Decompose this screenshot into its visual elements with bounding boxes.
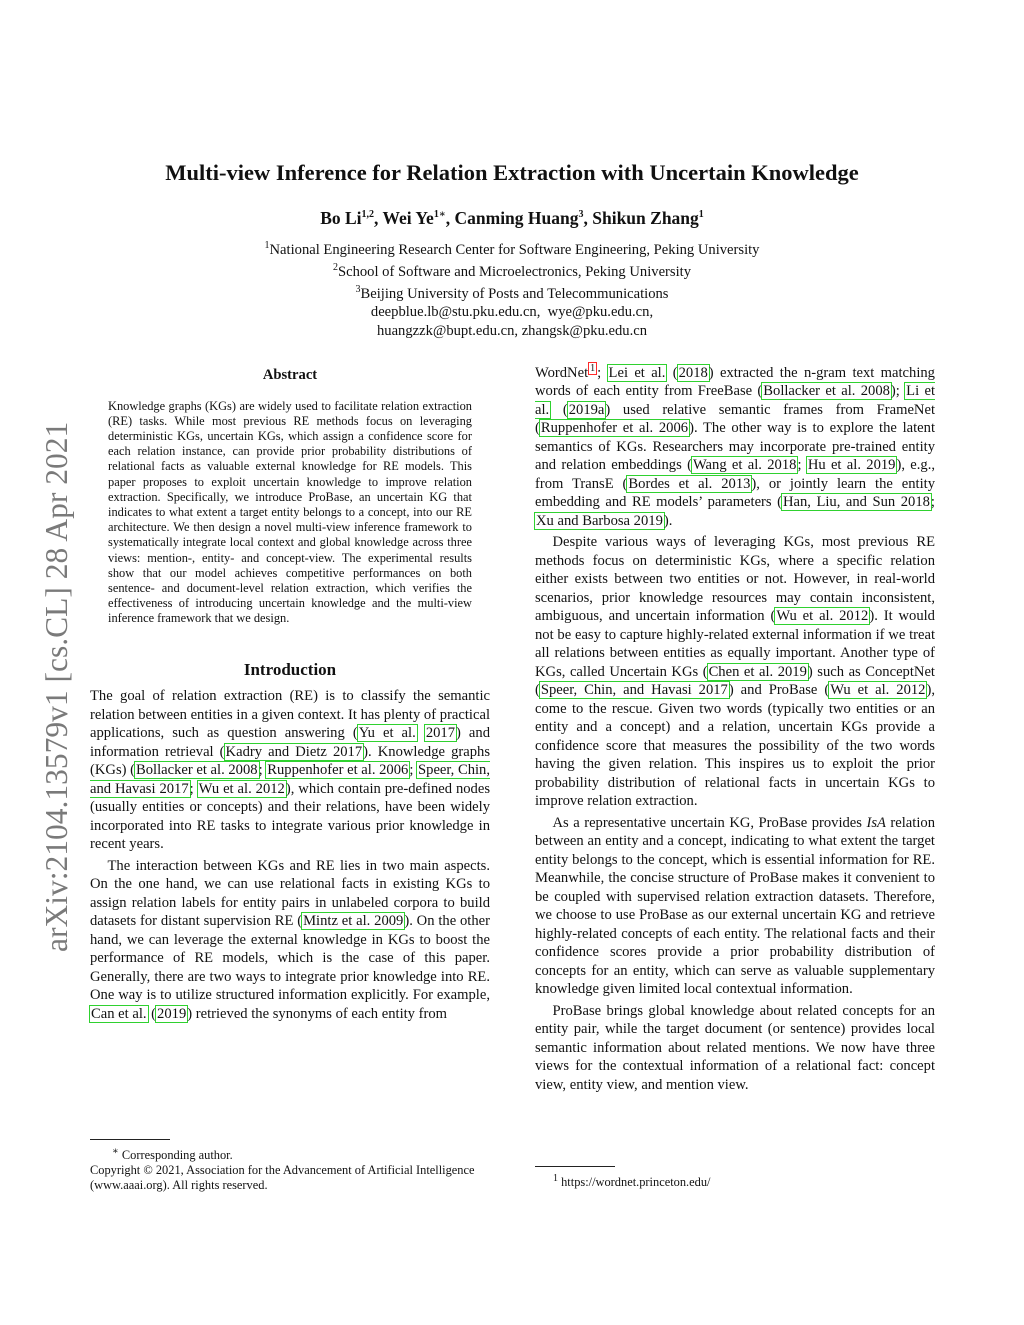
- introduction-heading: Introduction: [243, 659, 337, 679]
- author-name: Shikun Zhang: [592, 208, 699, 228]
- affiliation-line: [0, 259, 1024, 281]
- affiliation-mark: 3: [355, 284, 361, 296]
- intro-paragraph-4: Despite various ways of leveraging KGs, most previous RE methods focus on deterministic KGs, where a specific relation either exists between two entities or not. However, in real-world scenarios, prior knowledge resources may contain inconsistent, ambiguous, and uncertain information (Wu et al. 2012). It would not be easy to capture highly-related external information if we treat all relations between entities as equally important. Another type of KGs, called Uncertain KGs (Chen et al. 2019) such as ConceptNet (Speer, Chin, and Havasi 2017) and ProBase (Wu et al. 2012), come to the rescue. Given two words (typically two entities or an entity and a concept) and a relation, uncertain KGs provide a confidence score that measures the possibility of the two words having the given relation. This inspires us to exploit the prior probability distribution of relational facts in uncertain KGs to improve relation extraction.: [535, 534, 935, 810]
- footnote-url: https://wordnet.princeton.edu/: [561, 1175, 711, 1190]
- left-footnotes: [90, 1127, 490, 1193]
- citation-link[interactable]: Lei et al.: [608, 364, 666, 381]
- footnote-rule: [90, 1139, 170, 1140]
- author-name: Bo Li: [320, 208, 362, 228]
- arxiv-stamp-text: arXiv:2104.13579v1 [cs.CL] 28 Apr 2021: [39, 421, 74, 952]
- affiliation-text: School of Software and Microelectronics, Peking University: [337, 264, 691, 281]
- citation-link[interactable]: 2019: [157, 1005, 187, 1022]
- right-column: [535, 360, 935, 1094]
- abstract-body: Knowledge graphs (KGs) are widely used to facilitate relation extraction (RE) tasks. While most previous RE methods focus on leveraging deterministic KGs, uncertain KGs, which assign a confidence score for each relation instance, can provide prior probability distributions of relational facts as valuable external knowledge for RE models. This paper proposes to exploit uncertain knowledge to improve relation extraction. Specifically, we introduce ProBase, an uncertain KG that indicates to what extent a target entity belongs to a concept, into our RE architecture. We then design a novel multi-view inference framework to systematically integrate local context and global knowledge across three views: mention-, entity- and concept-view. The experimental results show that our model achieves competitive performances on both sentence- and document-level relation extraction, which verifies the effectiveness of introducing uncertain knowledge and the multi-view inference framework that we design.: [108, 398, 472, 626]
- wordnet-footnote: [535, 1171, 935, 1190]
- affiliation-line: [0, 281, 1024, 303]
- citation-link[interactable]: 2017: [425, 725, 455, 742]
- intro-paragraph-6: ProBase brings global knowledge about related concepts for an entity pair, while the target document (or sentence) provides local semantic information about related mentions. We now have three views for the contextual information of a relational fact: concept view, entity view, and mention view.: [535, 1002, 935, 1093]
- citation-link[interactable]: Li et al.: [535, 383, 936, 418]
- author-affiliation-mark: 1∗: [433, 209, 446, 221]
- left-column: [90, 360, 490, 1023]
- intro-paragraph-5: As a representative uncertain KG, ProBase provides IsA relation between an entity and a concept, indicating to what extent the target entity belongs to the concept, which is essential information for RE. Meanwhile, the concise structure of ProBase makes it convenient to be coupled with supervised relation extraction datasets. Therefore, we choose to use ProBase as our external uncertain KG and retrieve highly-related concepts of each entity. The relational facts and their confidence scores provide a prior probability distribution of concepts for an entity, which can serve as valuable supplementary knowledge given limited local contextual information.: [535, 814, 935, 998]
- citation-link[interactable]: Bordes et al. 2013: [628, 475, 751, 492]
- citation-link[interactable]: Chen et al. 2019: [708, 663, 807, 680]
- affiliation-text: Beijing University of Posts and Telecommunications: [360, 286, 669, 303]
- footnote-link[interactable]: 1: [590, 363, 596, 374]
- author-list: Bo Li$^{1,2}$, Wei $Ye^{1∗}$, Canming Huang$^3$, Shikun Zhang$^1$: [320, 208, 704, 228]
- intro-paragraph-3: WordNet $^1$ ; Lei et al. (2018) extracted the n-gram text matching words of each entity from FreeBase (Bollacker et al. 2008); Li et al. (2019a) used relative semantic frames from FrameNet (Ruppenhofer et al. 2006). The other way is to explore the latent semantics of KGs. Researchers may incorporate pre-trained entity and relation embeddings (Wang et al. 2018; Hu et al. 2019), e.g., from TransE (Bordes et al. 2013), or jointly learn the entity embedding and RE models’ parameters (Han, Liu, and Sun 2018; Xu and Barbosa 2019).: [535, 363, 936, 529]
- citation-link[interactable]: Han, Liu, and Sun 2018: [782, 494, 930, 511]
- citation-link[interactable]: Kadry and Dietz 2017: [225, 743, 363, 760]
- footnote-mark: ∗: [112, 1146, 119, 1157]
- citation-link[interactable]: Yu et al.: [358, 725, 416, 742]
- copyright-note: Copyright © 2021, Association for the Advancement of Artificial Intelligence (www.aaai.org). All rights reserved.: [90, 1163, 475, 1193]
- citation-link[interactable]: Bollacker et al. 2008: [136, 762, 258, 779]
- affiliation-line: [0, 237, 1024, 259]
- citation-link[interactable]: Ruppenhofer et al. 2006: [267, 762, 409, 779]
- footnote-mark: 1: [553, 1173, 558, 1184]
- citation-link[interactable]: Wu et al. 2012: [198, 780, 285, 797]
- citation-link[interactable]: Xu and Barbosa 2019: [536, 512, 663, 529]
- author-name: Canming Huang: [454, 208, 579, 228]
- citation-link[interactable]: Wu et al. 2012: [830, 682, 926, 699]
- citation-link[interactable]: Mintz et al. 2009: [303, 913, 404, 930]
- intro-paragraph-2: The interaction between KGs and RE lies in two main aspects. On the one hand, we can use relational facts in existing KGs to assign relation labels for entity pairs in unlabeled corpora to build datasets for distant supervision RE (Mintz et al. 2009). On the other hand, we can leverage the external knowledge in KGs to boost the performance of RE models, which is the case of this paper. Generally, there are two ways to integrate prior knowledge into RE. One way is to utilize structured information explicitly. For example, Can et al. (2019) retrieved the synonyms of each entity from: [90, 857, 490, 1022]
- author-affiliation-mark: 1: [698, 209, 704, 221]
- citation-link[interactable]: 2018: [678, 364, 708, 381]
- corresponding-author-note: [90, 1144, 490, 1163]
- affiliation-text: National Engineering Research Center for Software Engineering, Peking University: [269, 241, 760, 258]
- citation-link[interactable]: Speer, Chin, and Havasi 2017: [540, 682, 728, 699]
- affiliation-mark: 1: [264, 240, 270, 251]
- citation-link[interactable]: Hu et al. 2019: [807, 457, 896, 474]
- email-line: huangzzk@bupt.edu.cn, zhangsk@pku.edu.cn: [376, 322, 648, 339]
- citation-link[interactable]: Wu et al. 2012: [776, 608, 869, 625]
- author-affiliation-mark: 1,2: [361, 209, 375, 221]
- affiliation-mark: 2: [332, 262, 338, 274]
- abstract-heading: Abstract: [262, 367, 318, 383]
- citation-link[interactable]: Wang et al. 2018: [692, 457, 797, 474]
- citation-link[interactable]: 2019a: [568, 401, 605, 418]
- emphasis: IsA: [866, 814, 886, 831]
- affiliations: [0, 237, 1024, 340]
- citation-link[interactable]: Bollacker et al. 2008: [763, 383, 890, 400]
- author-affiliation-mark: 3: [578, 209, 584, 221]
- footnote-text: Corresponding author.: [121, 1148, 233, 1163]
- paper-title: Multi-view Inference for Relation Extraction with Uncertain Knowledge: [165, 160, 859, 185]
- right-footnotes: [535, 1154, 935, 1190]
- citation-link[interactable]: Can et al.: [91, 1005, 147, 1022]
- author-name: Wei Ye: [382, 208, 434, 228]
- email-line: deepblue.lb@stu.pku.edu.cn, wye@pku.edu.cn,: [370, 304, 654, 321]
- arxiv-stamp: [12, 360, 87, 960]
- citation-link[interactable]: Speer, Chin, and Havasi 2017: [90, 762, 491, 797]
- intro-paragraph-1: The goal of relation extraction (RE) is to classify the semantic relation between entities in a given context. It has plenty of practical applications, such as question answering (Yu et al. 2017) and information retrieval (Kadry and Dietz 2017). Knowledge graphs (KGs) (Bollacker et al. 2008; Ruppenhofer et al. 2006; Speer, Chin, and Havasi 2017; Wu et al. 2012), which contain pre-defined nodes (usually entities or concepts) and their relations, have been widely incorporated into RE tasks to integrate various prior knowledge in recent years.: [90, 688, 491, 853]
- footnote-rule: [535, 1166, 615, 1167]
- citation-link[interactable]: Ruppenhofer et al. 2006: [540, 420, 689, 437]
